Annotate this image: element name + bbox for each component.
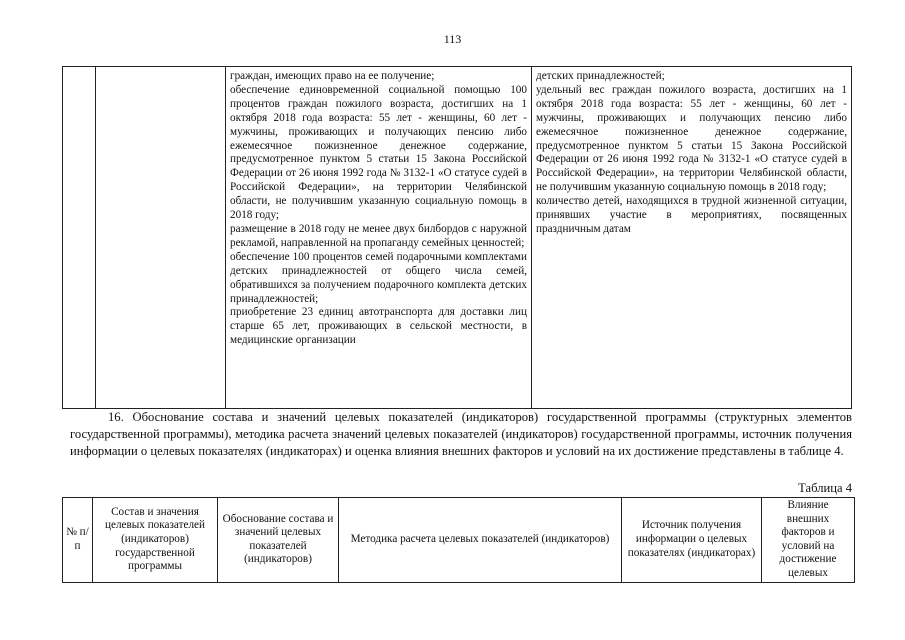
header-methodology: Методика расчета целевых показателей (индикаторов)	[339, 498, 622, 583]
header-source: Источник получения информации о целевых показателях (индикаторах)	[622, 498, 762, 583]
continued-table-cell-2	[96, 67, 226, 409]
cell-3-paragraph: приобретение 23 единиц автотранспорта для доставки лиц старше 65 лет, проживающих в сельской местности, в медицинские организации	[230, 306, 527, 347]
header-indicators: Состав и значения целевых показателей (индикаторов) государственной программы	[93, 498, 218, 583]
section-16-paragraph: 16. Обоснование состава и значений целевых показателей (индикаторов) государственной программы (структурных элементов государственной программы), методика расчета значений целевых показателей (индикаторов) государственной программы, источник получения информации о целевых показателях (индикаторах) и оценка влияния внешних факторов и условий на их достижение представлены в таблице 4.	[70, 410, 852, 458]
header-external-factors: Влияние внешних факторов и условий на достижение целевых	[762, 498, 855, 583]
cell-3-paragraph: размещение в 2018 году не менее двух билбордов с наружной рекламой, направленной на пропаганду семейных ценностей;	[230, 222, 527, 249]
continued-table	[62, 66, 852, 409]
continued-table-cell-1	[63, 67, 96, 409]
table-caption: Таблица 4	[798, 481, 852, 495]
cell-3-paragraph: обеспечение единовременной социальной помощью 100 процентов граждан пожилого возраста, достигших на 1 октября 2018 года возраста: 55 лет - женщины, 60 лет - мужчины, проживающих и получающих пенсию либо ежемесячное пожизненное денежное содержание, предусмотренное пунктом 5 статьи 15 Закона Российской Федерации от 26 июня 1992 года № 3132-1 «О статусе судей в Российской Федерации», на территории Челябинской области, не получившим указанную социальную помощь в 2018 году;	[230, 83, 527, 222]
continued-table-cell-3	[226, 67, 532, 409]
cell-4-paragraph: детских принадлежностей;	[536, 70, 665, 82]
table-4-header	[62, 497, 855, 583]
cell-3-paragraph: граждан, имеющих право на ее получение;	[230, 70, 435, 82]
header-justification: Обоснование состава и значений целевых показателей (индикаторов)	[218, 498, 339, 583]
header-number: № п/п	[63, 498, 93, 583]
continued-table-cell-4	[532, 67, 852, 409]
cell-3-paragraph: обеспечение 100 процентов семей подарочными комплектами детских принадлежностей от общего числа семей, обратившихся за получением подарочного комплекта детских принадлежностей;	[230, 250, 527, 305]
cell-4-paragraph: количество детей, находящихся в трудной жизненной ситуации, принявших участие в мероприятиях, посвященных праздничным датам	[536, 195, 847, 235]
page-number: 113	[443, 32, 462, 46]
cell-4-paragraph: удельный вес граждан пожилого возраста, достигших на 1 октября 2018 года возраста: 55 лет - женщины, 60 лет - мужчины, проживающих и получающих пенсию либо ежемесячное пожизненное денежное содержание, предусмотренное пунктом 5 статьи 15 Закона Российской Федерации от 26 июня 1992 года № 3132-1 «О статусе судей в Российской Федерации», на территории Челябинской области, не получившим указанную социальную помощь в 2018 году;	[536, 83, 847, 194]
